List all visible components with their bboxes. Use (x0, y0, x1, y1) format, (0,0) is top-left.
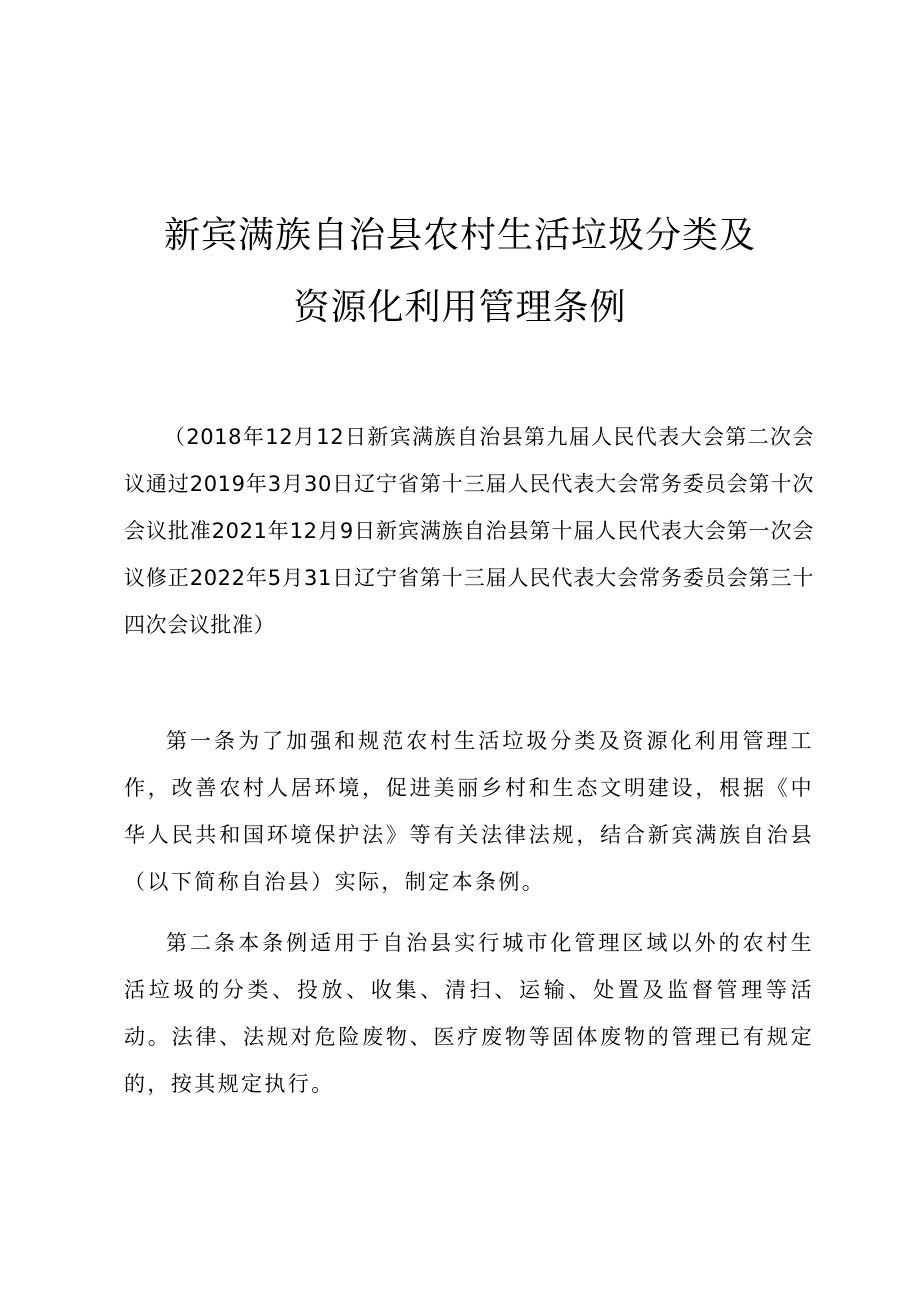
document-title-line-2: 资源化利用管理条例 (293, 287, 627, 328)
document-title-line-1: 新宾满族自治县农村生活垃圾分类及 (163, 215, 756, 256)
article-1: 第一条为了加强和规范农村生活垃圾分类及资源化利用管理工作，改善农村人居环境，促进美丽乡村和生态文明建设，根据《中华人民共和国环境保护法》等有关法律法规，结合新宾满族自治县（以下简称自治县）实际，制定本条例。 (124, 729, 814, 894)
adoption-note: （2018年12月12日新宾满族自治县第九届人民代表大会第二次会议通过2019年3月30日辽宁省第十三届人民代表大会常务委员会第十次会议批准2021年12月9日新宾满族自治县第十届人民代表大会第一次会议修正2022年5月31日辽宁省第十三届人民代表大会常务委员会第三十四次会议批准） (124, 425, 814, 637)
article-2: 第二条本条例适用于自治县实行城市化管理区域以外的农村生活垃圾的分类、投放、收集、清扫、运输、处置及监督管理等活动。法律、法规对危险废物、医疗废物等固体废物的管理已有规定的，按其规定执行。 (124, 931, 814, 1096)
